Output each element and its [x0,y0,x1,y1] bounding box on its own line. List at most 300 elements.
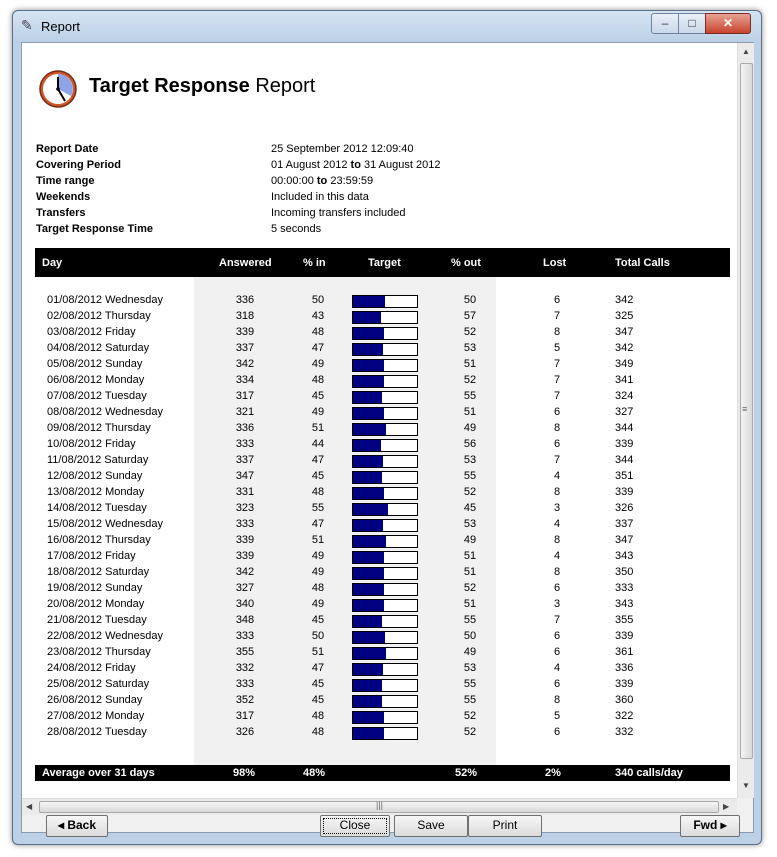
scroll-down-icon[interactable]: ▼ [742,781,750,790]
col-lost: Lost [543,257,567,269]
cell-total-calls: 341 [615,374,634,386]
title-bar[interactable] [13,11,761,41]
horizontal-scrollbar[interactable] [22,798,737,815]
cell-pct-in: 51 [311,422,325,434]
target-bar [352,599,418,612]
info-label: Transfers [36,207,86,219]
cell-total-calls: 344 [615,454,634,466]
cell-total-calls: 342 [615,294,634,306]
target-bar-fill [353,488,384,499]
cell-lost: 3 [553,502,561,514]
cell-pct-out: 55 [463,694,477,706]
cell-pct-in: 49 [311,406,325,418]
table-row [35,533,730,549]
close-window-button[interactable]: ✕ [705,13,751,34]
cell-lost: 6 [553,726,561,738]
cell-total-calls: 339 [615,630,634,642]
cell-pct-in: 48 [311,726,325,738]
chevron-right-icon: ▸ [720,818,727,832]
cell-answered: 318 [235,310,255,322]
target-bar [352,727,418,740]
cell-pct-out: 51 [463,550,477,562]
cell-day: 07/08/2012 Tuesday [47,390,147,402]
cell-pct-in: 49 [311,566,325,578]
target-bar [352,295,418,308]
cell-total-calls: 349 [615,358,634,370]
target-bar-fill [353,344,383,355]
table-row [35,613,730,629]
forward-button[interactable]: Fwd ▸ [680,815,740,837]
cell-day: 26/08/2012 Sunday [47,694,143,706]
close-button[interactable]: Close [320,815,390,837]
cell-day: 17/08/2012 Friday [47,550,136,562]
cell-total-calls: 324 [615,390,634,402]
maximize-button[interactable]: □ [678,13,706,34]
cell-answered: 321 [235,406,255,418]
cell-day: 21/08/2012 Tuesday [47,614,147,626]
report-title [89,75,315,98]
info-label: Time range [36,175,95,187]
table-row [35,581,730,597]
cell-day: 22/08/2012 Wednesday [47,630,163,642]
cell-pct-in: 48 [311,326,325,338]
clock-icon [38,69,78,109]
cell-pct-out: 49 [463,534,477,546]
cell-answered: 339 [235,326,255,338]
cell-pct-in: 48 [311,710,325,722]
target-bar [352,663,418,676]
cell-answered: 339 [235,550,255,562]
cell-pct-out: 50 [463,630,477,642]
cell-lost: 6 [553,582,561,594]
cell-answered: 334 [235,374,255,386]
info-value: Incoming transfers included [271,207,406,219]
table-row [35,389,730,405]
cell-pct-in: 47 [311,454,325,466]
cell-answered: 347 [235,470,255,482]
target-bar [352,567,418,580]
cell-answered: 326 [235,726,255,738]
cell-total-calls: 339 [615,486,634,498]
col-answered: Answered [219,257,272,269]
target-bar [352,535,418,548]
cell-day: 03/08/2012 Friday [47,326,136,338]
horizontal-scroll-thumb[interactable] [39,801,719,813]
cell-pct-out: 56 [463,438,477,450]
cell-lost: 7 [553,614,561,626]
cell-pct-in: 45 [311,694,325,706]
cell-day: 14/08/2012 Tuesday [47,502,147,514]
target-bar-fill [353,520,383,531]
cell-answered: 317 [235,710,255,722]
footer-lost: 2% [545,767,561,779]
cell-answered: 352 [235,694,255,706]
cell-pct-in: 45 [311,390,325,402]
cell-total-calls: 360 [615,694,634,706]
cell-answered: 340 [235,598,255,610]
cell-pct-out: 51 [463,566,477,578]
report-icon: ✎ [21,17,33,33]
table-row [35,661,730,677]
cell-day: 15/08/2012 Wednesday [47,518,163,530]
target-bar-fill [353,360,384,371]
footer-total: 340 calls/day [615,767,683,779]
cell-pct-out: 51 [463,358,477,370]
info-label: Report Date [36,143,99,155]
table-footer [35,765,730,781]
cell-pct-in: 51 [311,534,325,546]
cell-answered: 333 [235,678,255,690]
grip-icon: ≡ [742,404,748,414]
cell-pct-in: 47 [311,662,325,674]
table-row [35,485,730,501]
cell-answered: 331 [235,486,255,498]
table-row [35,325,730,341]
cell-lost: 8 [553,694,561,706]
cell-answered: 337 [235,454,255,466]
target-bar-fill [353,616,382,627]
cell-day: 20/08/2012 Monday [47,598,145,610]
table-row [35,421,730,437]
cell-pct-in: 45 [311,614,325,626]
grip-icon: ||| [376,800,384,810]
cell-day: 08/08/2012 Wednesday [47,406,163,418]
table-row [35,677,730,693]
target-bar-fill [353,600,384,611]
cell-pct-out: 52 [463,710,477,722]
back-button[interactable]: ◂ Back [46,815,108,837]
table-row [35,725,730,741]
table-row [35,597,730,613]
info-label: Weekends [36,191,91,203]
info-value: 00:00:00 to 23:59:59 [271,175,374,187]
cell-pct-out: 50 [463,294,477,306]
col-target: Target [368,257,401,269]
cell-total-calls: 350 [615,566,634,578]
cell-pct-out: 53 [463,662,477,674]
report-title-bold: Target Response [89,75,250,97]
cell-total-calls: 337 [615,518,634,530]
cell-lost: 7 [553,454,561,466]
cell-pct-in: 50 [311,294,325,306]
cell-pct-in: 47 [311,342,325,354]
info-value: 5 seconds [271,223,322,235]
cell-total-calls: 327 [615,406,634,418]
cell-pct-in: 50 [311,630,325,642]
cell-answered: 333 [235,438,255,450]
cell-answered: 342 [235,358,255,370]
target-bar [352,439,418,452]
cell-answered: 336 [235,294,255,306]
cell-lost: 5 [553,710,561,722]
cell-pct-in: 55 [311,502,325,514]
cell-total-calls: 347 [615,534,634,546]
table-row [35,565,730,581]
target-bar [352,647,418,660]
cell-pct-in: 48 [311,486,325,498]
cell-total-calls: 336 [615,662,634,674]
footer-answered: 98% [233,767,256,779]
cell-day: 01/08/2012 Wednesday [47,294,163,306]
cell-pct-in: 49 [311,598,325,610]
target-bar [352,487,418,500]
cell-day: 11/08/2012 Saturday [47,454,149,466]
target-bar [352,391,418,404]
cell-total-calls: 343 [615,550,634,562]
target-bar [352,455,418,468]
cell-total-calls: 326 [615,502,634,514]
cell-pct-out: 49 [463,646,477,658]
cell-pct-out: 45 [463,502,477,514]
target-bar [352,711,418,724]
target-bar-fill [353,456,383,467]
target-bar [352,327,418,340]
table-row [35,629,730,645]
cell-lost: 7 [553,390,561,402]
table-row [35,437,730,453]
target-bar [352,343,418,356]
cell-pct-in: 49 [311,550,325,562]
cell-pct-in: 49 [311,358,325,370]
cell-answered: 337 [235,342,255,354]
col-total-calls: Total Calls [615,257,670,269]
cell-pct-out: 51 [463,598,477,610]
target-bar-fill [353,680,382,691]
cell-lost: 6 [553,406,561,418]
cell-day: 02/08/2012 Thursday [47,310,151,322]
target-bar-fill [353,536,386,547]
info-value: Included in this data [271,191,369,203]
cell-answered: 332 [235,662,255,674]
target-bar-fill [353,648,386,659]
target-bar-fill [353,584,384,595]
cell-lost: 6 [553,630,561,642]
cell-total-calls: 332 [615,726,634,738]
table-row [35,453,730,469]
target-bar [352,519,418,532]
table-row [35,293,730,309]
table-row [35,341,730,357]
cell-day: 13/08/2012 Monday [47,486,145,498]
cell-pct-out: 55 [463,470,477,482]
cell-pct-out: 51 [463,406,477,418]
target-bar [352,407,418,420]
footer-pct-out: 52% [455,767,478,779]
cell-pct-out: 52 [463,326,477,338]
cell-lost: 6 [553,646,561,658]
cell-total-calls: 339 [615,678,634,690]
cell-lost: 8 [553,534,561,546]
cell-day: 12/08/2012 Sunday [47,470,143,482]
scroll-right-icon[interactable]: ▶ [723,802,730,811]
target-bar [352,311,418,324]
table-row [35,373,730,389]
footer-label: Average over 31 days [42,767,155,779]
vertical-scroll-thumb[interactable] [740,63,753,759]
target-bar [352,679,418,692]
cell-pct-out: 53 [463,518,477,530]
cell-lost: 6 [553,294,561,306]
cell-lost: 7 [553,358,561,370]
cell-total-calls: 351 [615,470,634,482]
target-bar-fill [353,312,381,323]
minimize-button[interactable]: – [651,13,679,34]
target-bar-fill [353,504,388,515]
cell-pct-in: 45 [311,678,325,690]
cell-pct-in: 48 [311,582,325,594]
cell-total-calls: 343 [615,598,634,610]
col-day: Day [42,257,63,269]
cell-pct-out: 52 [463,486,477,498]
cell-total-calls: 347 [615,326,634,338]
target-bar-fill [353,696,382,707]
report-view [22,43,737,798]
cell-lost: 4 [553,470,561,482]
info-value: 25 September 2012 12:09:40 [271,143,414,155]
cell-total-calls: 342 [615,342,634,354]
save-button[interactable]: Save [394,815,468,837]
cell-pct-in: 44 [311,438,325,450]
target-bar-fill [353,424,386,435]
target-bar-fill [353,440,381,451]
cell-lost: 4 [553,550,561,562]
table-row [35,549,730,565]
target-bar-fill [353,728,384,739]
cell-answered: 323 [235,502,255,514]
cell-day: 18/08/2012 Saturday [47,566,150,578]
cell-pct-in: 43 [311,310,325,322]
cell-total-calls: 322 [615,710,634,722]
cell-lost: 6 [553,678,561,690]
cell-day: 09/08/2012 Thursday [47,422,151,434]
cell-answered: 342 [235,566,255,578]
table-row [35,501,730,517]
target-bar-fill [353,472,382,483]
table-header [35,248,730,277]
report-title-rest: Report [249,75,316,97]
cell-pct-out: 53 [463,454,477,466]
target-bar-fill [353,296,385,307]
cell-lost: 8 [553,566,561,578]
cell-lost: 8 [553,326,561,338]
cell-lost: 8 [553,422,561,434]
target-bar [352,471,418,484]
table-row [35,693,730,709]
target-bar-fill [353,712,384,723]
target-bar-fill [353,328,384,339]
cell-day: 06/08/2012 Monday [47,374,145,386]
target-bar-fill [353,568,384,579]
cell-total-calls: 344 [615,422,634,434]
table-row [35,709,730,725]
cell-lost: 8 [553,486,561,498]
target-bar [352,375,418,388]
cell-pct-out: 53 [463,342,477,354]
scroll-left-icon[interactable]: ◀ [26,802,33,811]
footer-pct-in: 48% [303,767,326,779]
cell-pct-out: 52 [463,726,477,738]
cell-day: 19/08/2012 Sunday [47,582,143,594]
target-bar-fill [353,632,385,643]
cell-total-calls: 325 [615,310,634,322]
cell-day: 23/08/2012 Thursday [47,646,151,658]
chevron-left-icon: ◂ [57,818,64,832]
cell-answered: 317 [235,390,255,402]
scroll-up-icon[interactable]: ▲ [742,47,750,56]
print-button[interactable]: Print [468,815,542,837]
info-value: 01 August 2012 to 31 August 2012 [271,159,441,171]
cell-answered: 348 [235,614,255,626]
info-label: Target Response Time [36,223,153,235]
vertical-scrollbar[interactable] [737,43,754,798]
cell-answered: 333 [235,630,255,642]
cell-answered: 355 [235,646,255,658]
target-bar [352,551,418,564]
cell-day: 28/08/2012 Tuesday [47,726,147,738]
cell-pct-out: 49 [463,422,477,434]
cell-pct-in: 47 [311,518,325,530]
cell-pct-out: 55 [463,678,477,690]
cell-pct-in: 48 [311,374,325,386]
table-row [35,357,730,373]
cell-answered: 336 [235,422,255,434]
cell-lost: 4 [553,662,561,674]
cell-lost: 7 [553,374,561,386]
target-bar [352,423,418,436]
cell-total-calls: 339 [615,438,634,450]
report-window [12,10,762,845]
cell-day: 25/08/2012 Saturday [47,678,150,690]
cell-pct-in: 45 [311,470,325,482]
cell-pct-out: 52 [463,582,477,594]
cell-day: 10/08/2012 Friday [47,438,136,450]
table-row [35,469,730,485]
cell-lost: 7 [553,310,561,322]
cell-lost: 3 [553,598,561,610]
col-pct-out: % out [451,257,481,269]
button-bar [22,815,753,832]
cell-pct-out: 55 [463,390,477,402]
col-pct-in: % in [303,257,326,269]
target-bar [352,695,418,708]
cell-pct-out: 55 [463,614,477,626]
target-bar [352,631,418,644]
client-area [21,42,754,833]
cell-day: 27/08/2012 Monday [47,710,145,722]
cell-lost: 5 [553,342,561,354]
cell-total-calls: 361 [615,646,634,658]
cell-day: 05/08/2012 Sunday [47,358,143,370]
target-bar-fill [353,664,383,675]
cell-lost: 4 [553,518,561,530]
info-label: Covering Period [36,159,121,171]
cell-lost: 6 [553,438,561,450]
target-bar [352,359,418,372]
table-row [35,645,730,661]
table-row [35,405,730,421]
cell-day: 04/08/2012 Saturday [47,342,150,354]
window-title: Report [41,19,81,34]
cell-answered: 333 [235,518,255,530]
table-row [35,517,730,533]
cell-pct-in: 51 [311,646,325,658]
target-bar-fill [353,376,384,387]
cell-pct-out: 52 [463,374,477,386]
target-bar [352,583,418,596]
cell-total-calls: 355 [615,614,634,626]
target-bar [352,615,418,628]
table-row [35,309,730,325]
